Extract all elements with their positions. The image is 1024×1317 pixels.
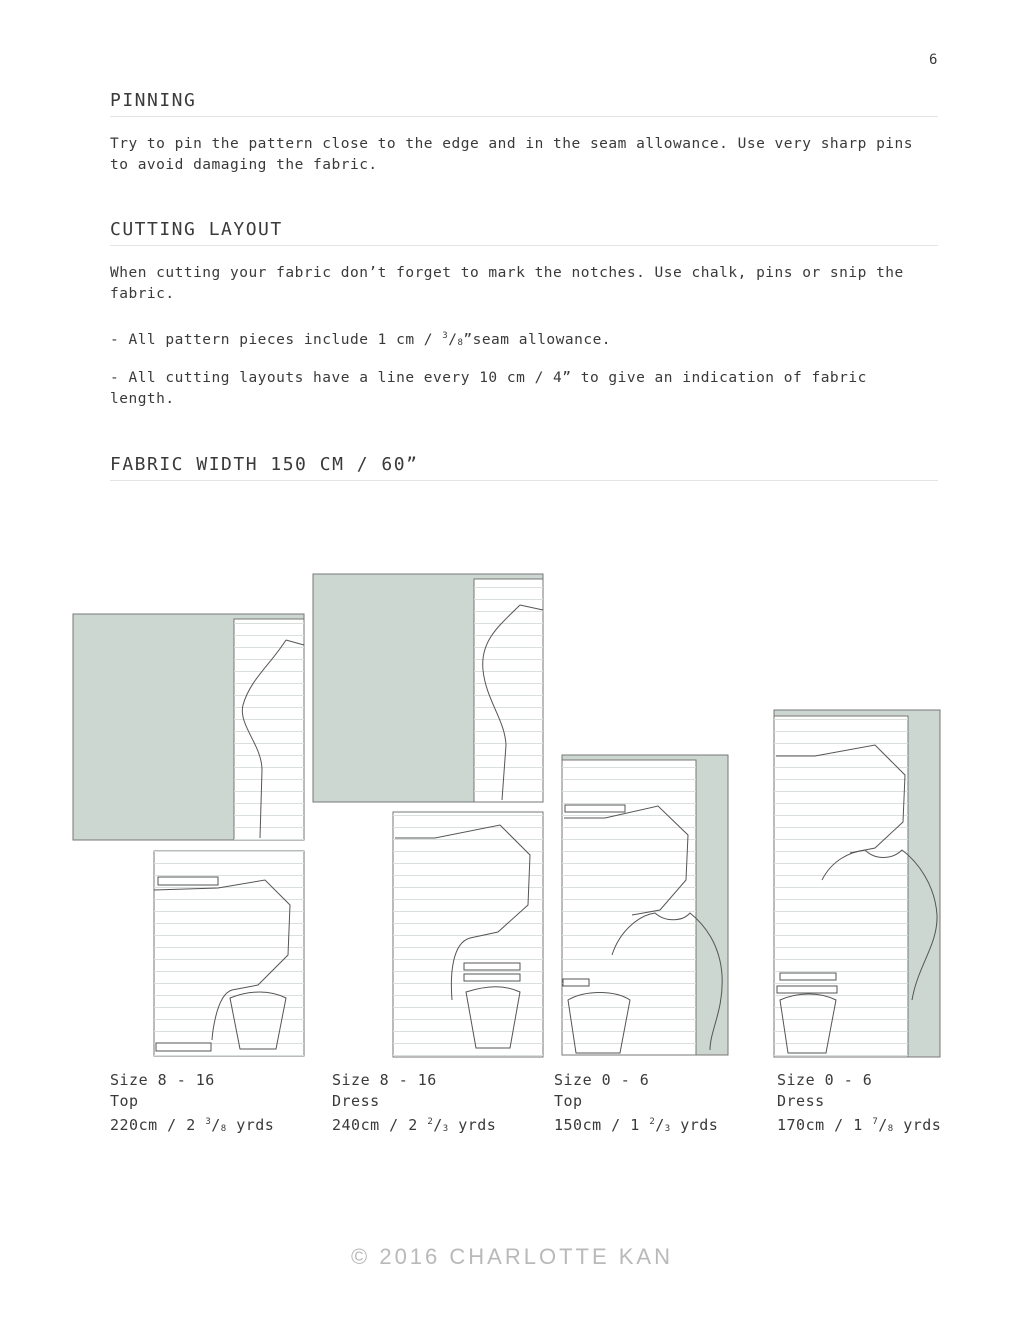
pinning-paragraph: Try to pin the pattern close to the edge and in the seam allowance. Use very sharp pins to avoid damaging the fabric. (110, 136, 913, 173)
length-lines-paragraph: - All cutting layouts have a line every 10 cm / 4” to give an indication of fabric length. (110, 370, 867, 407)
fabric-width-heading: FABRIC WIDTH 150 CM / 60” (110, 454, 419, 475)
layout-size-0-6-top (562, 755, 728, 1055)
band-piece (156, 1043, 211, 1051)
layout-size-8-16-top (73, 614, 304, 1056)
small-top-facing-piece (565, 805, 625, 812)
layout-size-0-6-dress (774, 710, 940, 1057)
seam-allowance-paragraph: - All pattern pieces include 1 cm / $^3/_8”seam$ allowance. (110, 331, 612, 348)
pinning-heading: PINNING (110, 90, 197, 111)
dress-facing-piece (464, 963, 520, 970)
layout-caption-4: Size 0 - 6 Dress 170cm / 1 $^7/_8$ yrds (777, 1071, 942, 1134)
facing-piece (158, 877, 218, 885)
layout-caption-3: Size 0 - 6 Top 150cm / 1 $^2/_3$ yrds (554, 1071, 719, 1134)
layout-caption-1: Size 8 - 16 Top 220cm / 2 $^3/_8$ yrds (110, 1071, 275, 1134)
notches-paragraph: When cutting your fabric don’t forget to mark the notches. Use chalk, pins or snip the fabric. (110, 265, 904, 302)
dress-band-piece (464, 974, 520, 981)
layout-size-8-16-dress (313, 574, 543, 1057)
page-number: 6 (929, 52, 938, 68)
copyright-footer: © 2016 CHARLOTTE KAN (351, 1244, 673, 1269)
small-top-band-piece (563, 979, 589, 986)
cutting-layout-heading: CUTTING LAYOUT (110, 219, 283, 240)
small-dress-facing-piece (780, 973, 836, 980)
small-dress-band-piece (777, 986, 837, 993)
layout-caption-2: Size 8 - 16 Dress 240cm / 2 $^2/_3$ yrds (332, 1071, 497, 1134)
